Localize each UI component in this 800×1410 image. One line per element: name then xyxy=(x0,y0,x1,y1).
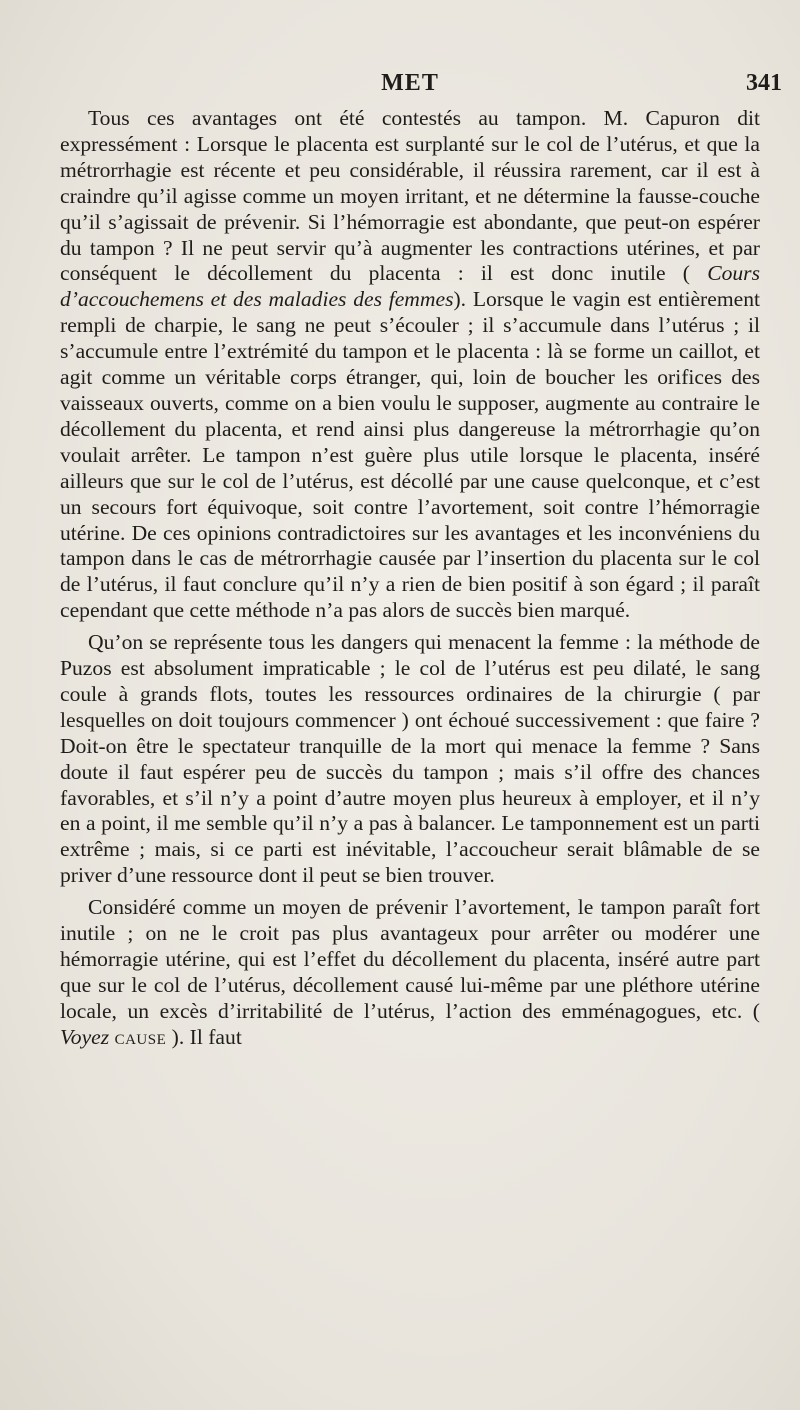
book-title: Cours d’accouchemens et des maladies des femmes xyxy=(60,261,760,312)
paragraph xyxy=(60,895,760,1050)
paragraph xyxy=(60,630,760,889)
cross-reference-label: Voyez xyxy=(60,1024,110,1049)
text-run: ). Il faut xyxy=(166,1024,242,1049)
cross-reference-term: cause xyxy=(114,1024,167,1049)
text-run: ). Lorsque le vagin est entièrement rempli de charpie, le sang ne peut s’écouler ; il s’accumule dans l’utérus ; il s’accumule entre l’extrémité du tampon et le placenta : là se forme un caillot, et agit comme un véritable corps étranger, qui, loin de boucher les orifices des vaisseaux ouverts, comme on a bien voulu le supposer, augmente au contraire le décollement du placenta, et rend ainsi plus dangereuse la métrorrhagie qu’on voulait arrêter. Le tampon n’est guère plus utile lorsque le placenta, inséré ailleurs que sur le col de l’utérus, est décollé par une cause quelconque, et c’est un secours fort équivoque, soit contre l’avortement, soit contre l’hémorragie utérine. De ces opinions contradictoires sur les avantages et les inconvéniens du tampon dans le cas de métrorrhagie causée par l’insertion du placenta sur le col de l’utérus, il faut conclure qu’il n’y a rien de bien positif à son égard ; il paraît cependant que cette méthode n’a pas alors de succès bien marqué. xyxy=(60,287,760,623)
page-header xyxy=(60,70,782,102)
body-text xyxy=(60,106,760,1051)
text-run: Considéré comme un moyen de prévenir l’avortement, le tampon paraît fort inutile ; on ne le croit pas plus avantageux pour arrêter ou modérer une hémorragie utérine, qui est l’effet du décollement du placenta, inséré autre part que sur le col de l’utérus, décollement causé lui-même par une pléthore utérine locale, un excès d’irritabilité de l’utérus, l’action des emménagogues, etc. ( xyxy=(60,895,760,1023)
paragraph xyxy=(60,106,760,624)
text-run: Tous ces avantages ont été contestés au tampon. M. Capuron dit expressément : Lorsque le placenta est surplanté sur le col de l’utérus, et que la métrorrhagie est récente et peu considérable, il réussira rarement, car il est à craindre qu’il agisse comme un moyen irritant, et ne détermine la fausse-couche qu’il s’agissait de prévenir. Si l’hémorragie est abondante, que peut-on espérer du tampon ? Il ne peut servir qu’à augmenter les contractions utérines, et par conséquent le décollement du placenta : il est donc inutile ( xyxy=(60,106,760,286)
text-run: Qu’on se représente tous les dangers qui menacent la femme : la méthode de Puzos est absolument impraticable ; le col de l’utérus est peu dilaté, le sang coule à grands flots, toutes les ressources ordinaires de la chirurgie ( par lesquelles on doit toujours commencer ) ont échoué successivement : que faire ? Doit-on être le spectateur tranquille de la mort qui menace la femme ? Sans doute il faut espérer peu de succès du tampon ; mais s’il offre des chances favorables, et s’il n’y a point d’autre moyen plus heureux à employer, et il n’y en a point, il me semble qu’il n’y a pas à balancer. Le tamponnement est un parti extrême ; mais, si ce parti est inévitable, l’accoucheur serait blâmable de se priver d’une ressource dont il peut se bien trouver. xyxy=(60,630,760,888)
running-head: MET xyxy=(381,70,439,96)
page-number: 341 xyxy=(746,70,782,96)
